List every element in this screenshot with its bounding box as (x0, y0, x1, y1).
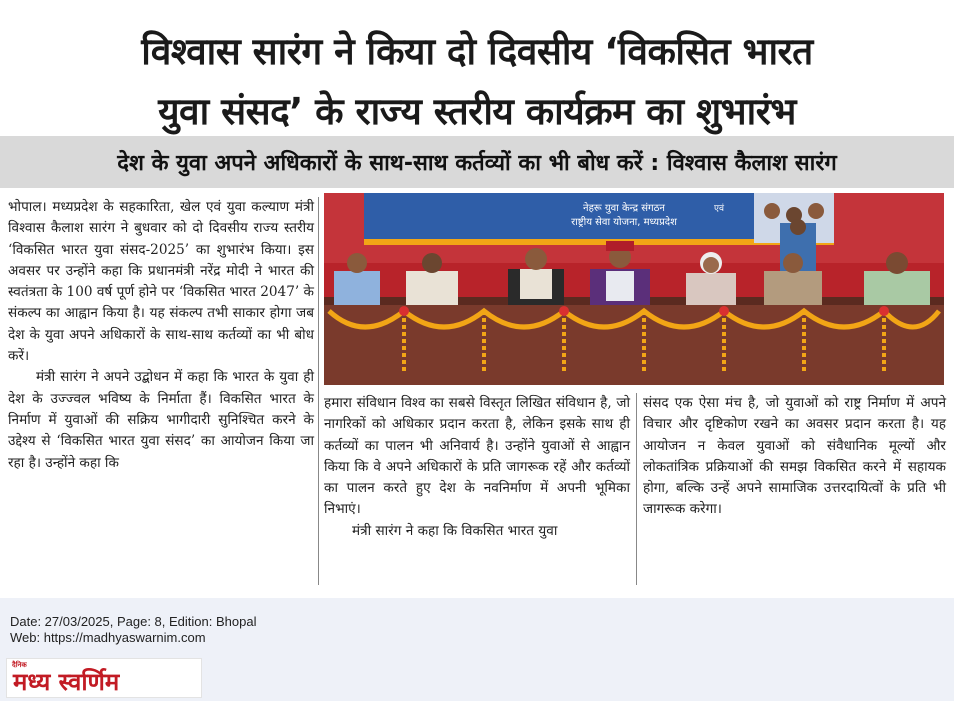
newspaper-logo (6, 658, 202, 698)
article-paragraph: संसद एक ऐसा मंच है, जो युवाओं को राष्ट्र निर्माण में अपने विचार और दृष्टिकोण रखने का अवसर प्रदान करता है। यह आयोजन न केवल युवाओं को संवैधानिक मूल्यों और लोकतांत्रिक प्रक्रियाओं की समझ विकसित करने में सहायक होगा, बल्कि उन्हें अपने सामाजिक उत्तरदायित्वों के प्रति भी जागरूक करेगा। (643, 395, 946, 518)
event-photo-illustration (324, 193, 944, 385)
event-photo (324, 193, 944, 385)
clipping-website: Web: https://madhyaswarnim.com (10, 630, 206, 645)
article-paragraph: मंत्री सारंग ने कहा कि विकसित भारत युवा (352, 522, 558, 539)
article-column-2 (324, 393, 630, 542)
headline (0, 0, 954, 134)
logo-small-text: दैनिक (12, 661, 27, 669)
subheadline-bar (0, 136, 954, 188)
article-paragraph: हमारा संविधान विश्व का सबसे विस्तृत लिखित संविधान है, जो नागरिकों को अधिकार प्रदान करता है, लेकिन इसके साथ ही कर्तव्यों का पालन भी अनिवार्य है। उन्होंने युवाओं से आह्वान किया कि वे अपने अधिकारों के प्रति जागरूक रहें और कर्तव्यों का पालन करते हुए देश के नवनिर्माण में अपनी भूमिका निभाएं। (324, 395, 630, 518)
column-divider (636, 393, 637, 585)
column-divider (318, 197, 319, 585)
banner-line-2: राष्ट्रीय सेवा योजना, मध्यप्रदेश (571, 217, 677, 228)
clipping-date: Date: 27/03/2025, Page: 8, Edition: Bhopal (10, 614, 257, 629)
banner-line-1: नेहरू युवा केन्द्र संगठन (583, 203, 665, 214)
subheadline: देश के युवा अपने अधिकारों के साथ-साथ कर्तव्यों का भी बोध करें : विश्वास कैलाश सारंग (117, 151, 837, 176)
article-column-3 (643, 393, 946, 521)
article-paragraph: मंत्री सारंग ने अपने उद्बोधन में कहा कि भारत के युवा ही देश के उज्ज्वल भविष्य के निर्माता हैं। विकसित भारत के निर्माण में युवाओं की सक्रिय भागीदारी सुनिश्चित करने के उद्देश्य से ‘विकसित भारत युवा संसद’ का आयोजन किया जा रहा है। उन्होंने कहा कि (8, 369, 314, 471)
banner-mark: एवं (714, 204, 724, 214)
article-column-1 (8, 197, 314, 474)
logo-main-text: मध्य स्वर्णिम (13, 668, 120, 696)
headline-line-1: विश्वास सारंग ने किया दो दिवसीय ‘विकसित भारत (141, 30, 813, 73)
article-paragraph: भोपाल। मध्यप्रदेश के सहकारिता, खेल एवं युवा कल्याण मंत्री विश्वास कैलाश सारंग ने बुधवार को दो दिवसीय राज्य स्तरीय ‘विकसित भारत युवा संसद-2025’ का शुभारंभ किया। इस अवसर पर उन्होंने कहा कि प्रधानमंत्री नरेंद्र मोदी ने भारत की स्वतंत्रता के 100 वर्ष पूर्ण होने पर ‘विकसित भारत 2047’ के संकल्प का आह्वान किया है। यह संकल्प तभी साकार होगा जब देश के युवा अपने अधिकारों के साथ-साथ कर्तव्यों का भी बोध करें। (8, 199, 314, 365)
headline-line-2: युवा संसद’ के राज्य स्तरीय कार्यक्रम का शुभारंभ (158, 90, 796, 133)
